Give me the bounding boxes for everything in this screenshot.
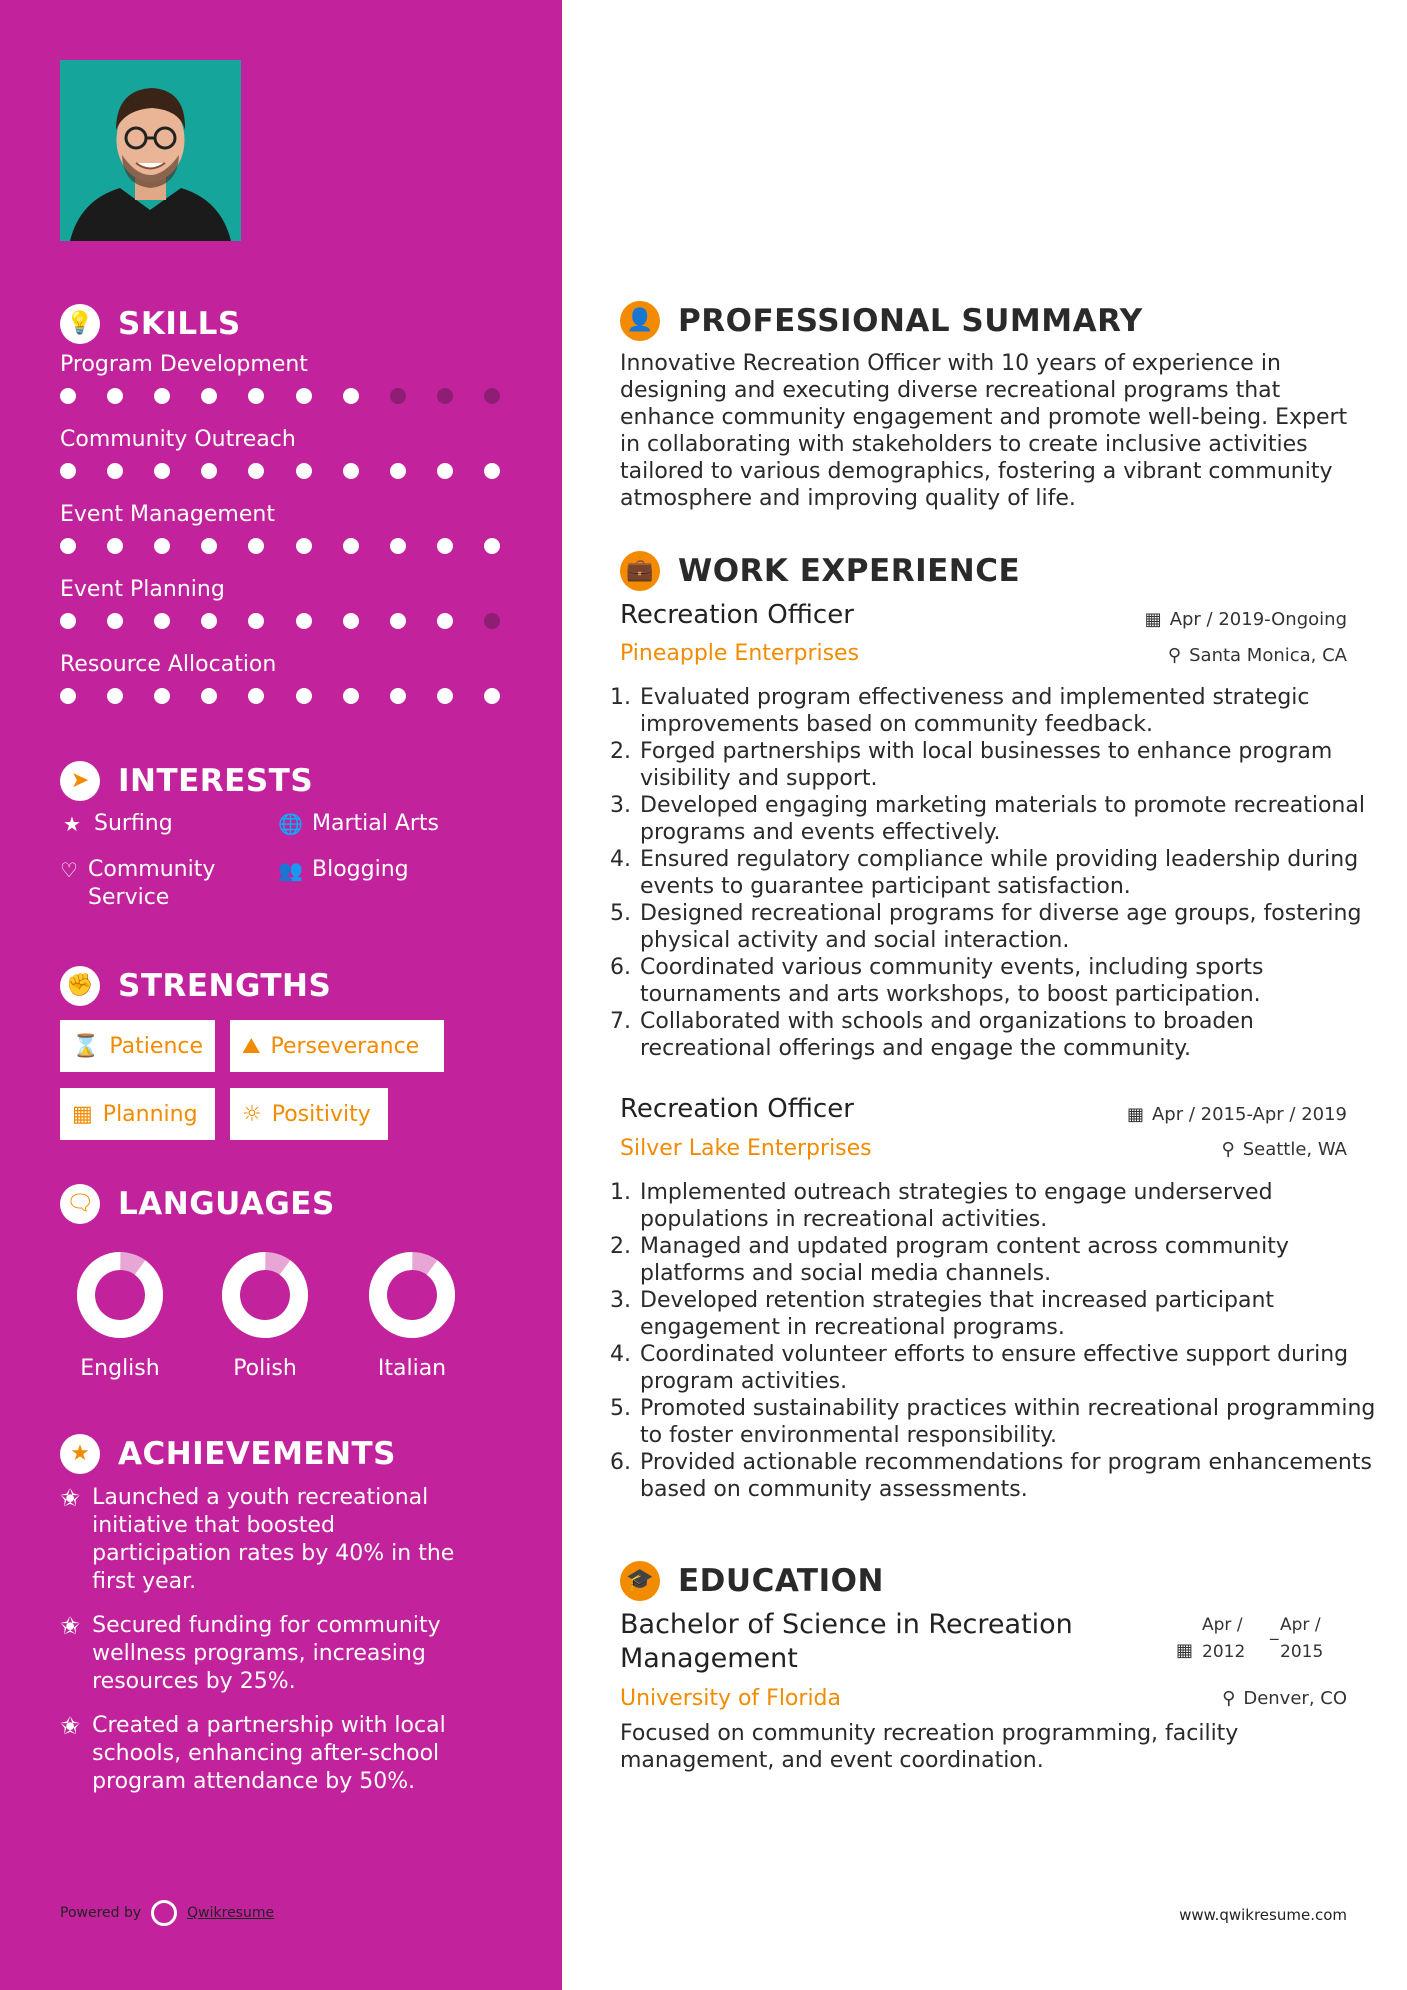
skill-dot [343,538,359,554]
powered-by-label: Powered by [60,1905,142,1921]
job-bullet: 3. Developed retention strategies that increased participant engagement in recreational programs. [638,1287,1378,1341]
user-icon: 👤 [620,301,660,341]
skill-dot [154,463,170,479]
skill-name: Program Development [60,352,308,377]
skill-dot [60,538,76,554]
education-title: EDUCATION [678,1563,884,1599]
interest-item [278,810,439,838]
profile-photo [60,60,241,241]
pin-icon: ⚲ [1221,1139,1235,1160]
education-date-start: Apr / 2012 [1202,1615,1246,1662]
skill-dot [154,688,170,704]
job-location [1168,645,1347,666]
achievement-text: Secured funding for community wellness programs, increasing resources by 25%. [92,1613,441,1694]
skill-dot [343,388,359,404]
summary-heading [620,301,1143,341]
job-bullet: 5. Designed recreational programs for diverse age groups, fostering physical activity and social interaction. [638,900,1378,954]
achievements-title: ACHIEVEMENTS [118,1436,397,1472]
job-bullet: 7. Collaborated with schools and organizations to broaden recreational offerings and engage the community. [638,1008,1378,1062]
education-date-end: Apr / 2015 [1280,1615,1324,1662]
medal-icon: ★ [60,1434,100,1474]
experience-heading [620,551,1020,591]
language-donut-fill [367,1250,457,1340]
job-title: Recreation Officer [620,600,854,630]
job-location-text: Seattle, WA [1242,1139,1347,1160]
skill-dot [437,613,453,629]
skill-item [60,352,500,404]
calendar-icon: ▦ [72,1101,93,1127]
strength-label: Positivity [271,1101,371,1127]
calendar-icon: ▦ [1126,1104,1144,1125]
strength-label: Patience [109,1033,204,1059]
star-icon: ★ [63,812,81,836]
job-bullet: 4. Ensured regulatory compliance while providing leadership during events to guarantee participant satisfaction. [638,846,1378,900]
lightbulb-icon: 💡 [60,304,100,344]
skill-dot [154,538,170,554]
star-burst-icon: ✬ [60,1612,81,1640]
strength-chip [230,1020,444,1072]
job-location [1222,1139,1347,1160]
skill-dot [201,688,217,704]
skill-dot [60,388,76,404]
strength-label: Planning [102,1101,198,1127]
interests-title: INTERESTS [118,763,314,799]
skill-dot [107,613,123,629]
languages-title: LANGUAGES [118,1186,335,1222]
interest-item [60,856,250,912]
qwikresume-logo-icon [151,1900,177,1926]
road-icon: ⛰ [242,1033,261,1059]
job-bullet: 6. Coordinated various community events, including sports tournaments and arts workshops, to boost participation. [638,954,1378,1008]
summary-title: PROFESSIONAL SUMMARY [678,303,1143,339]
skill-dot [296,463,312,479]
skill-dot [248,613,264,629]
briefcase-icon: 💼 [620,551,660,591]
skills-title: SKILLS [118,306,241,342]
skill-dot [484,463,500,479]
skills-heading [60,304,241,344]
skill-dot [201,388,217,404]
skill-dot [248,388,264,404]
job-bullets [620,684,1378,1062]
paper-plane-icon: ➤ [60,761,100,801]
interest-label: Community Service [88,857,216,910]
achievements-heading [60,1434,396,1474]
language-icon: 🗨 [60,1184,100,1224]
achievement-item [60,1484,480,1596]
skill-dot [343,688,359,704]
graduation-cap-icon: 🎓 [620,1561,660,1601]
skill-dot [248,538,264,554]
achievement-item [60,1712,480,1796]
interest-item [60,810,173,838]
job-date [1127,1104,1347,1125]
skill-item [60,427,500,479]
skill-dot [60,613,76,629]
job-company: Silver Lake Enterprises [620,1136,872,1161]
achievement-text: Launched a youth recreational initiative that boosted participation rates by 40% in the first year. [92,1485,455,1594]
job-bullet: 6. Provided actionable recommendations for program enhancements based on community assessments. [638,1449,1378,1503]
job-title: Recreation Officer [620,1094,854,1124]
interest-label: Surfing [94,811,173,836]
hourglass-icon: ⌛ [72,1033,100,1059]
job-bullet: 5. Promoted sustainability practices within recreational programming to foster environmental responsibility. [638,1395,1378,1449]
powered-by [60,1900,274,1926]
education-location-text: Denver, CO [1243,1688,1347,1709]
skill-dot [437,538,453,554]
strengths-heading [60,966,331,1006]
skill-name: Resource Allocation [60,652,277,677]
skill-name: Event Planning [60,577,225,602]
job-company: Pineapple Enterprises [620,641,860,666]
star-burst-icon: ✬ [60,1484,81,1512]
skill-dot [248,688,264,704]
calendar-icon: ▦ [1144,609,1162,630]
job-date-text: Apr / 2019-Ongoing [1169,609,1347,630]
skill-dot [60,688,76,704]
skill-dot [154,613,170,629]
skill-dot [296,688,312,704]
language-donut-fill [75,1250,165,1340]
skill-dot [296,388,312,404]
job-bullet: 3. Developed engaging marketing materials to promote recreational programs and events effectively. [638,792,1378,846]
skill-dot [201,538,217,554]
job-bullet: 2. Managed and updated program content across community platforms and social media channels. [638,1233,1378,1287]
job-bullet: 2. Forged partnerships with local businesses to enhance program visibility and support. [638,738,1378,792]
strength-chip [60,1020,215,1072]
skill-dot [484,388,500,404]
users-icon: 👥 [278,858,303,882]
skill-dot [296,613,312,629]
education-location [1222,1688,1347,1709]
skill-dot [296,538,312,554]
education-degree: Bachelor of Science in Recreation Management [620,1609,1073,1674]
star-burst-icon: ✬ [60,1712,81,1740]
language-donut [367,1250,457,1340]
skill-item [60,502,500,554]
skill-dot [107,463,123,479]
interest-label: Blogging [312,857,409,882]
skill-dot [201,613,217,629]
pin-icon: ⚲ [1222,1688,1236,1709]
heart-icon: ♡ [60,858,78,882]
skill-dot [343,463,359,479]
skill-dot [343,613,359,629]
education-description: Focused on community recreation programming, facility management, and event coordination. [620,1721,1239,1773]
footer-website-link[interactable]: www.qwikresume.com [1179,1906,1347,1924]
skill-dot [201,463,217,479]
skill-rating [60,538,500,554]
interest-item [278,856,409,884]
calendar-icon: ▦ [1176,1640,1194,1661]
skill-dot [437,688,453,704]
skill-dot [248,463,264,479]
skill-rating [60,613,500,629]
skill-rating [60,388,500,404]
skill-dot [484,688,500,704]
skill-dot [107,688,123,704]
skill-item [60,652,500,704]
skill-dot [390,538,406,554]
skill-dot [390,613,406,629]
language-donut [75,1250,165,1340]
strength-chip [60,1088,215,1140]
skill-dot [484,538,500,554]
avatar [60,60,241,241]
job-date [1145,609,1347,630]
languages-heading [60,1184,335,1224]
language-item [352,1250,472,1381]
language-item [205,1250,325,1381]
skill-item [60,577,500,629]
strengths-title: STRENGTHS [118,968,332,1004]
interest-label: Martial Arts [312,811,440,836]
skill-dot [484,613,500,629]
skill-rating [60,463,500,479]
language-donut [220,1250,310,1340]
interests-heading [60,761,313,801]
skill-dot [390,388,406,404]
language-donut-fill [220,1250,310,1340]
sun-icon: ☼ [242,1101,262,1127]
skill-dot [60,463,76,479]
skill-dot [437,388,453,404]
skill-name: Event Management [60,502,275,527]
job-bullet: 4. Coordinated volunteer efforts to ensure effective support during program activities. [638,1341,1378,1395]
achievement-text: Created a partnership with local schools, enhancing after-school program attendance by 50%. [92,1713,446,1794]
skill-dot [107,538,123,554]
achievement-item [60,1612,480,1696]
fist-icon: ✊ [60,966,100,1006]
skill-dot [107,388,123,404]
job-date-text: Apr / 2015-Apr / 2019 [1151,1104,1347,1125]
job-location-text: Santa Monica, CA [1189,645,1347,666]
job-bullet: 1. Evaluated program effectiveness and implemented strategic improvements based on community feedback. [638,684,1378,738]
strength-label: Perseverance [270,1033,420,1059]
language-name: English [80,1356,160,1381]
strength-chip [230,1088,388,1140]
skill-dot [437,463,453,479]
language-name: Italian [377,1356,447,1381]
education-school: University of Florida [620,1686,841,1711]
job-bullets [620,1179,1378,1503]
language-name: Polish [233,1356,297,1381]
globe-icon: 🌐 [278,812,303,836]
skill-dot [390,688,406,704]
language-item [60,1250,180,1381]
pin-icon: ⚲ [1167,645,1182,666]
sidebar [0,0,562,1990]
education-heading [620,1561,884,1601]
job-bullet: 1. Implemented outreach strategies to engage underserved populations in recreational activities. [638,1179,1378,1233]
summary-text: Innovative Recreation Officer with 10 years of experience in designing and executing diverse recreational programs that enhance community engagement and promote well-being. Expert in collaborating with stakeholders to create inclusive activities tailored to various demographics, fostering a vibrant community atmosphere and improving quality of life. [620,351,1348,511]
education-date-sep: _ [1270,1621,1279,1641]
skill-dot [390,463,406,479]
qwikresume-link[interactable]: Qwikresume [187,1905,275,1921]
skill-name: Community Outreach [60,427,296,452]
skill-dot [154,388,170,404]
skill-rating [60,688,500,704]
experience-title: WORK EXPERIENCE [678,553,1021,589]
